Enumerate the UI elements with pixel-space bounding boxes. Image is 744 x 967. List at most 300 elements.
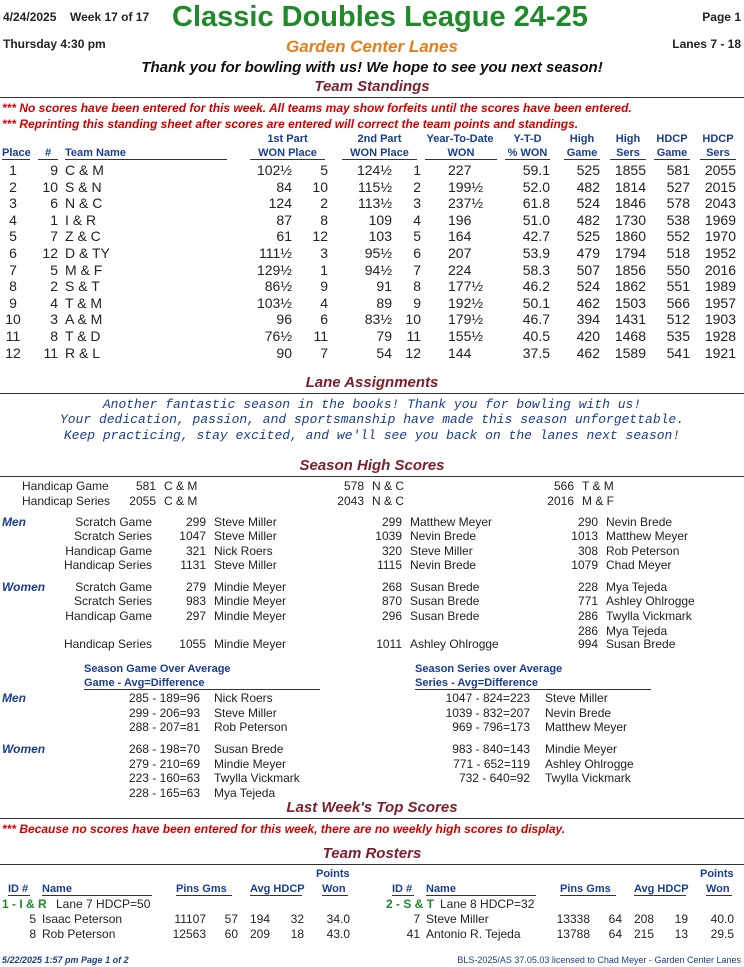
divider (0, 97, 744, 98)
hdcp-series-cell: 2043 (704, 195, 736, 212)
season-high-title: Season High Scores (299, 457, 445, 474)
indiv-high-score: 290 (577, 515, 598, 529)
over-avg-name: Steve Miller (214, 705, 277, 720)
indiv-high-score: 299 (185, 515, 206, 529)
lane-message-2: Your dedication, passion, and sportsmanship have made this season unforgettable. (59, 412, 685, 427)
hdcp-game-cell: 550 (666, 261, 690, 278)
indiv-high-score: 321 (185, 544, 206, 558)
roster-player-won: 29.5 (710, 927, 734, 941)
indiv-high-score: 320 (381, 544, 402, 558)
roster-player-hdcp: 13 (674, 927, 688, 941)
team-high-score: 2055 (129, 494, 156, 508)
pct-won-cell: 61.8 (522, 195, 550, 212)
roster-player-won: 34.0 (326, 912, 350, 926)
over-avg-name: Mindie Meyer (545, 742, 618, 756)
part1-won-cell: 124 (268, 195, 292, 212)
part2-won-cell: 91 (376, 278, 392, 295)
place-cell: 3 (9, 195, 17, 212)
pct-won-cell: 46.2 (522, 278, 550, 295)
roster-player-name: Antonio R. Tejeda (426, 927, 521, 941)
series-over-avg-sub: Series - Avg=Difference (415, 677, 651, 690)
p1-col-header: WON Place (250, 147, 325, 160)
over-avg-name: Ashley Ohlrogge (545, 756, 634, 771)
roster-player-games: 64 (608, 927, 622, 941)
part1-place-cell: 8 (320, 211, 328, 228)
team-name-cell: T & M (65, 294, 103, 311)
part1-place-cell: 5 (320, 162, 328, 178)
part2-place-cell: 1 (413, 162, 421, 178)
hdcp-game-cell: 538 (666, 211, 690, 228)
over-avg-calc: 288 - 207=81 (128, 720, 200, 734)
team-number-cell: 2 (50, 278, 58, 295)
roster-id-header: ID # (392, 883, 413, 895)
over-avg-name: Mindie Meyer (214, 756, 287, 771)
last-week-notice: *** Because no scores have been entered for this week, there are no weekly high scores to display. (2, 822, 566, 836)
team-number-cell: 12 (42, 245, 58, 261)
team-number-cell: 9 (50, 162, 58, 178)
p2-col-header: WON Place (342, 147, 417, 160)
part2-place-cell: 2 (413, 178, 421, 195)
part2-place-cell: 6 (413, 245, 421, 261)
indiv-high-name: Rob Peterson (606, 544, 680, 558)
indiv-high-name: Matthew Meyer (410, 515, 493, 529)
team-high-score: 581 (135, 479, 156, 493)
part1-place-cell: 10 (312, 178, 328, 195)
part2-place-cell: 5 (413, 228, 421, 245)
women-label-2: Women (2, 742, 46, 756)
pct-won-cell: 53.9 (522, 245, 550, 261)
team-name-cell: C & M (65, 162, 104, 178)
part2-place-cell: 8 (413, 278, 421, 295)
team-high-score: 2016 (547, 494, 574, 508)
roster-player-games: 64 (608, 912, 622, 926)
pct-won-cell: 59.1 (522, 162, 550, 178)
team-high-team: M & F (582, 494, 614, 508)
part2-won-cell: 109 (368, 211, 392, 228)
indiv-high-score: 268 (381, 580, 402, 594)
part2-won-cell: 79 (376, 328, 392, 344)
over-avg-name: Nevin Brede (545, 705, 612, 720)
divider (0, 476, 744, 477)
high-game-cell: 482 (576, 211, 600, 228)
team-name-cell: N & C (65, 195, 103, 212)
report-date: 4/24/2025 (3, 10, 57, 24)
indiv-high-name: Chad Meyer (606, 558, 672, 572)
team-number-cell: 11 (43, 344, 58, 361)
indiv-high-score: 1039 (375, 529, 402, 543)
team-standings-title: Team Standings (314, 78, 430, 95)
team-name-cell: S & T (65, 278, 100, 295)
roster-player-avg: 194 (249, 912, 270, 926)
indiv-high-name: Nevin Brede (410, 558, 477, 572)
over-avg-calc: 223 - 160=63 (128, 771, 200, 785)
place-cell: 7 (9, 261, 17, 278)
high-series-cell: 1862 (614, 278, 646, 295)
team-high-score: 2043 (337, 494, 364, 508)
part1-won-cell: 103½ (256, 294, 292, 311)
hdcp-series-cell: 1989 (704, 278, 736, 295)
part2-place-cell: 11 (406, 328, 421, 344)
part2-won-cell: 113½ (358, 195, 392, 212)
part2-won-cell: 115½ (358, 178, 392, 195)
place-cell: 1 (9, 162, 17, 178)
high-series-cell: 1846 (614, 195, 646, 212)
over-avg-calc: 299 - 206=93 (128, 705, 200, 720)
indiv-high-score: 1055 (179, 637, 206, 651)
team-name-cell: D & TY (65, 245, 110, 261)
lanes-range: Lanes 7 - 18 (672, 37, 741, 51)
over-avg-name: Susan Brede (214, 742, 284, 756)
over-avg-calc: 983 - 840=143 (452, 742, 530, 756)
hdcp-series-cell: 1952 (704, 245, 736, 261)
roster-id-header: ID # (8, 883, 29, 895)
over-avg-name: Rob Peterson (214, 720, 288, 734)
over-avg-name: Twylla Vickmark (545, 771, 631, 785)
place-cell: 12 (5, 344, 21, 361)
high-game-cell: 394 (576, 311, 600, 328)
license-text: BLS-2025/AS 37.05.03 licensed to Chad Meyer - Garden Center Lanes (457, 955, 741, 965)
pct-won-cell: 58.3 (522, 261, 550, 278)
place-cell: 9 (9, 294, 17, 311)
hdcp-sers-header: HDCP (702, 133, 734, 145)
last-week-title: Last Week's Top Scores (286, 799, 458, 816)
indiv-high-label: Scratch Game (75, 580, 152, 594)
roster-player-pins: 13338 (556, 912, 590, 926)
part2-won-cell: 89 (376, 294, 392, 311)
hdcp-series-cell: 2055 (704, 162, 736, 178)
team-name-cell: T & D (65, 328, 101, 344)
part1-won-cell: 86½ (264, 278, 292, 295)
indiv-high-score: 286 (577, 623, 598, 638)
team-number-cell: 1 (50, 211, 58, 228)
indiv-high-label: Handicap Series (63, 558, 152, 572)
team-name-cell: M & F (65, 261, 103, 278)
indiv-high-name: Ashley Ohlrogge (410, 637, 499, 651)
hdcp-game-cell: 566 (666, 294, 690, 311)
part1-won-cell: 111½ (259, 245, 292, 261)
ytd-won-cell: 155½ (448, 328, 484, 344)
ytd-won-cell: 177½ (448, 278, 484, 295)
roster-player-id: 5 (29, 912, 36, 926)
over-avg-name: Matthew Meyer (545, 720, 628, 734)
part2-header: 2nd Part (357, 133, 402, 145)
roster-player-pins: 13788 (556, 927, 590, 941)
part1-won-cell: 129½ (256, 261, 292, 278)
roster-player-avg: 208 (633, 912, 654, 926)
part2-place-cell: 12 (405, 344, 421, 361)
indiv-high-name: Steve Miller (214, 558, 277, 572)
hdcp-series-cell: 2015 (704, 178, 736, 195)
hg-col-header: Game (564, 147, 600, 160)
team-high-label: Handicap Game (22, 479, 109, 493)
ytd-won-cell: 179½ (448, 311, 484, 328)
part1-place-cell: 6 (320, 311, 328, 328)
over-avg-calc: 1047 - 824=223 (445, 691, 530, 705)
team-number-cell: 3 (50, 311, 58, 328)
high-game-cell: 507 (576, 261, 600, 278)
roster-player-avg: 215 (633, 927, 654, 941)
high-series-cell: 1468 (614, 328, 646, 344)
over-avg-calc: 969 - 796=173 (452, 720, 530, 734)
high-series-cell: 1855 (614, 162, 646, 178)
over-avg-name: Nick Roers (214, 691, 273, 705)
hdcp-series-cell: 2016 (704, 261, 736, 278)
hdg-col-header: Game (654, 147, 690, 160)
high-game-cell: 525 (576, 162, 600, 178)
indiv-high-score: 299 (381, 515, 402, 529)
indiv-high-score: 994 (577, 637, 598, 651)
roster-player-hdcp: 18 (290, 927, 304, 941)
team-rosters-title: Team Rosters (322, 845, 422, 862)
place-cell: 2 (9, 178, 17, 195)
roster-team-label: 2 - S & T (386, 897, 435, 911)
divider (0, 818, 744, 819)
roster-player-games: 60 (224, 927, 238, 941)
team-name-cell: I & R (65, 211, 97, 228)
indiv-high-name: Susan Brede (606, 637, 676, 651)
team-col-header: Team Name (65, 147, 227, 160)
roster-player-pins: 12563 (172, 927, 206, 941)
center-name: Garden Center Lanes (286, 37, 458, 56)
page-number: Page 1 (702, 10, 741, 24)
part1-place-cell: 1 (320, 261, 328, 278)
high-game-cell: 525 (576, 228, 600, 245)
high-game-cell: 420 (576, 328, 600, 344)
roster-player-won: 43.0 (326, 927, 350, 941)
roster-name-header: Name (426, 883, 536, 896)
indiv-high-label: Handicap Game (65, 609, 152, 623)
high-series-cell: 1589 (614, 344, 646, 361)
high-game-cell: 462 (576, 344, 600, 361)
roster-player-pins: 11107 (174, 912, 206, 926)
day-time: Thursday 4:30 pm (3, 37, 106, 51)
hdcp-game-cell: 512 (666, 311, 690, 328)
indiv-high-score: 297 (185, 609, 206, 623)
lane-assignments-title: Lane Assignments (305, 374, 439, 391)
over-avg-calc: 285 - 189=96 (128, 691, 200, 705)
hdcp-series-cell: 1970 (704, 228, 736, 245)
indiv-high-score: 286 (577, 609, 598, 623)
ytd-header: Year-To-Date (426, 133, 494, 145)
hdcp-series-cell: 1969 (704, 211, 736, 228)
team-high-team: N & C (372, 494, 405, 508)
team-high-team: C & M (164, 479, 198, 493)
team-high-team: C & M (164, 494, 198, 508)
roster-avg-header: Avg HDCP (634, 883, 689, 895)
part1-place-cell: 11 (313, 328, 328, 344)
divider (0, 864, 744, 865)
high-series-cell: 1814 (614, 178, 646, 195)
part1-won-cell: 96 (276, 311, 292, 328)
indiv-high-name: Mindie Meyer (214, 580, 287, 594)
part1-place-cell: 7 (320, 344, 328, 361)
indiv-high-name: Mindie Meyer (214, 609, 287, 623)
divider (0, 393, 744, 394)
ytd-col-header: WON (425, 147, 497, 160)
ytd-won-cell: 192½ (448, 294, 484, 311)
ytd-won-cell: 224 (448, 261, 472, 278)
over-avg-calc: 732 - 640=92 (458, 771, 530, 785)
part1-place-cell: 2 (320, 195, 328, 212)
part2-won-cell: 95½ (364, 245, 392, 261)
roster-avg-header: Avg HDCP (250, 883, 305, 895)
hdcp-game-cell: 535 (666, 328, 690, 344)
high-series-cell: 1503 (614, 294, 646, 311)
roster-points-header: Points (700, 868, 734, 880)
roster-player-name: Rob Peterson (42, 927, 116, 941)
hdcp-game-cell: 581 (666, 162, 690, 178)
over-avg-name: Steve Miller (545, 691, 608, 705)
part1-place-cell: 9 (320, 278, 328, 295)
roster-won-header: Won (322, 883, 348, 896)
roster-player-name: Steve Miller (426, 912, 489, 926)
high-game-cell: 482 (576, 178, 600, 195)
place-cell: 4 (9, 211, 17, 228)
team-high-score: 566 (553, 479, 574, 493)
ytd-pct-header: Y-T-D (513, 133, 542, 145)
pct-won-cell: 37.5 (522, 344, 550, 361)
pct-won-cell: 42.7 (522, 228, 550, 245)
indiv-high-name: Ashley Ohlrogge (606, 594, 695, 608)
indiv-high-score: 983 (185, 594, 206, 608)
hdcp-game-header: HDCP (656, 133, 688, 145)
indiv-high-name: Steve Miller (410, 544, 473, 558)
part2-place-cell: 7 (413, 261, 421, 278)
indiv-high-name: Steve Miller (214, 529, 277, 543)
roster-player-id: 7 (413, 912, 420, 926)
ytd-won-cell: 207 (448, 245, 472, 261)
high-series-cell: 1860 (614, 228, 646, 245)
game-over-avg-title: Season Game Over Average (84, 663, 231, 675)
indiv-high-name: Susan Brede (410, 580, 480, 594)
hs-col-header: Sers (610, 147, 646, 160)
indiv-high-name: Mya Tejeda (606, 623, 668, 638)
indiv-high-label: Handicap Series (63, 637, 152, 651)
indiv-high-score: 1011 (376, 637, 402, 651)
men-label-2: Men (2, 691, 26, 705)
num-col-header: # (38, 147, 58, 160)
indiv-high-score: 771 (577, 594, 598, 608)
indiv-high-name: Matthew Meyer (606, 529, 689, 543)
pct-won-cell: 46.7 (522, 311, 550, 328)
indiv-high-score: 1115 (377, 558, 402, 572)
hdcp-game-cell: 518 (666, 245, 690, 261)
roster-pins-header: Pins Gms (176, 883, 232, 896)
team-high-team: T & M (582, 479, 614, 493)
indiv-high-score: 1013 (571, 529, 598, 543)
indiv-high-score: 870 (381, 594, 402, 608)
hdcp-series-cell: 1921 (704, 344, 736, 361)
indiv-high-name: Mindie Meyer (214, 637, 287, 651)
indiv-high-name: Mindie Meyer (214, 594, 287, 608)
part2-won-cell: 103 (368, 228, 392, 245)
printed-timestamp: 5/22/2025 1:57 pm Page 1 of 2 (2, 955, 129, 965)
team-number-cell: 7 (50, 228, 58, 245)
indiv-high-name: Nevin Brede (606, 515, 673, 529)
part1-won-cell: 76½ (264, 328, 292, 344)
lane-message-3: Keep practicing, stay excited, and we'll see you back on the lanes next season! (63, 428, 681, 443)
hdcp-game-cell: 552 (666, 228, 690, 245)
part2-place-cell: 9 (413, 294, 421, 311)
ytd-won-cell: 237½ (448, 195, 484, 212)
indiv-high-name: Twylla Vickmark (606, 609, 692, 623)
roster-lane: Lane 7 HDCP=50 (56, 897, 151, 911)
pct-won-cell: 40.5 (522, 328, 550, 344)
indiv-high-score: 308 (577, 544, 598, 558)
roster-player-hdcp: 19 (674, 912, 688, 926)
high-game-cell: 524 (576, 195, 600, 212)
place-cell: 11 (5, 328, 21, 344)
roster-name-header: Name (42, 883, 152, 896)
team-number-cell: 4 (50, 294, 58, 311)
team-name-cell: A & M (65, 311, 103, 328)
part1-place-cell: 3 (320, 245, 328, 261)
week-label: Week 17 of 17 (70, 10, 150, 24)
part2-place-cell: 3 (413, 195, 421, 212)
over-avg-calc: 279 - 210=69 (128, 756, 200, 771)
part1-won-cell: 102½ (256, 162, 292, 178)
team-number-cell: 6 (50, 195, 58, 212)
pct-col-header: % WON (505, 147, 550, 160)
roster-team-label: 1 - I & R (2, 897, 47, 911)
over-avg-calc: 268 - 198=70 (128, 742, 200, 756)
high-sers-header: High (615, 133, 641, 145)
team-name-cell: Z & C (65, 228, 101, 245)
indiv-high-name: Susan Brede (410, 609, 480, 623)
hdcp-series-cell: 1928 (704, 328, 736, 344)
indiv-high-name: Mya Tejeda (606, 580, 668, 594)
team-number-cell: 8 (50, 328, 58, 344)
hdcp-game-cell: 551 (666, 278, 690, 295)
ytd-won-cell: 227 (448, 162, 472, 178)
team-name-cell: S & N (65, 178, 102, 195)
standings-notice-1: *** No scores have been entered for this week. All teams may show forfeits until the scores have been entered. (2, 101, 632, 115)
roster-lane: Lane 8 HDCP=32 (440, 897, 535, 911)
pct-won-cell: 51.0 (522, 211, 550, 228)
over-avg-calc: 1039 - 832=207 (445, 705, 530, 720)
roster-player-won: 40.0 (710, 912, 734, 926)
series-over-avg-title: Season Series over Average (415, 663, 563, 675)
place-col-header: Place (2, 147, 31, 159)
part2-won-cell: 124½ (356, 162, 392, 178)
high-series-cell: 1730 (614, 211, 646, 228)
part1-header: 1st Part (267, 133, 308, 145)
indiv-high-label: Scratch Series (73, 529, 152, 543)
part1-won-cell: 90 (276, 344, 292, 361)
team-number-cell: 5 (50, 261, 58, 278)
indiv-high-label: Handicap Game (65, 544, 152, 558)
indiv-high-score: 279 (185, 580, 206, 594)
roster-pins-header: Pins Gms (560, 883, 616, 896)
hdcp-game-cell: 578 (666, 195, 690, 212)
indiv-high-name: Steve Miller (214, 515, 277, 529)
high-game-cell: 462 (576, 294, 600, 311)
thanks-message: Thank you for bowling with us! We hope to see you next season! (141, 59, 603, 76)
men-label: Men (2, 515, 26, 529)
roster-won-header: Won (706, 883, 732, 896)
game-over-avg-sub: Game - Avg=Difference (84, 677, 320, 690)
indiv-high-label: Scratch Series (73, 594, 152, 608)
part2-place-cell: 10 (405, 311, 421, 328)
high-series-cell: 1856 (614, 261, 646, 278)
indiv-high-score: 1131 (180, 558, 206, 572)
hdcp-series-cell: 1957 (704, 294, 736, 311)
part1-place-cell: 4 (320, 294, 328, 311)
ytd-won-cell: 196 (448, 211, 472, 228)
women-label: Women (2, 580, 46, 594)
indiv-high-label: Scratch Game (75, 515, 152, 529)
part2-won-cell: 54 (376, 344, 392, 361)
